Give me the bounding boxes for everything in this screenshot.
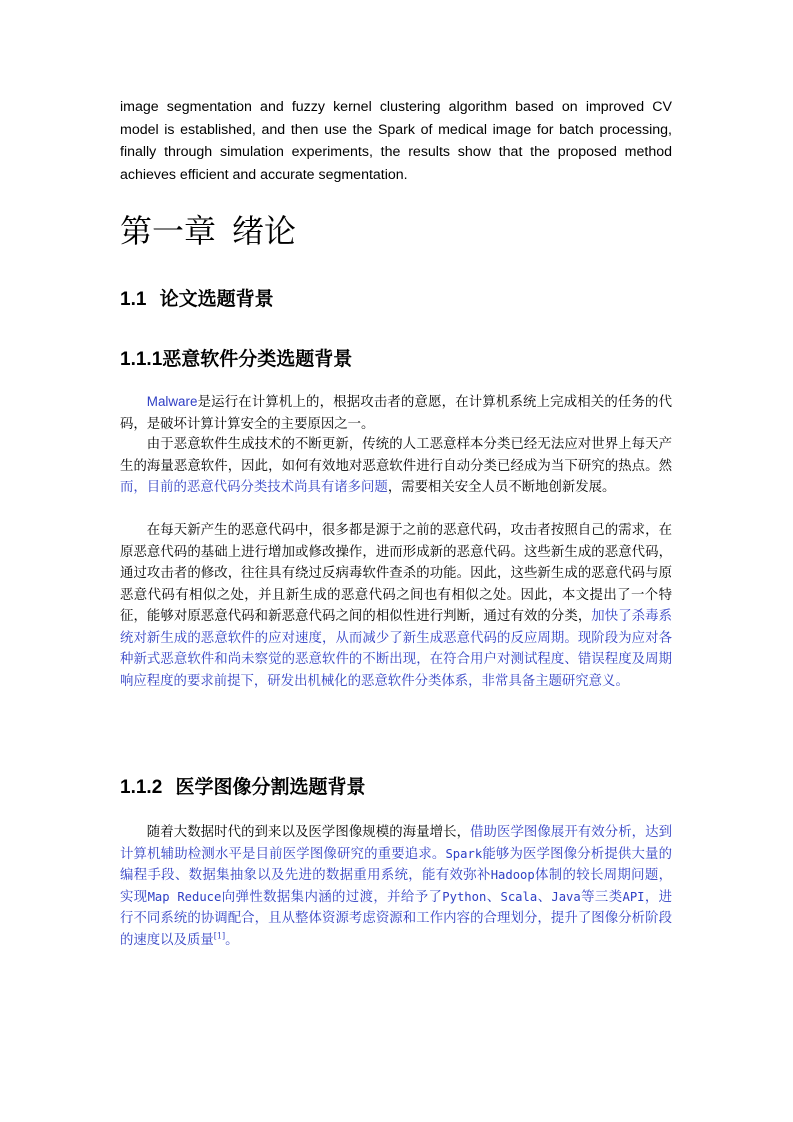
- paragraph-malware-definition: [120, 391, 672, 435]
- section-1-1-1-heading: [120, 344, 352, 371]
- paragraph-text: 是运行在计算机上的，根据攻击者的意愿，在计算机系统上完成相关的任务的代码，是破坏计算计算安全的主要原因之一。: [120, 395, 672, 432]
- highlighted-text: 向弹性数据集内涵的过渡，并给予了: [221, 889, 443, 905]
- highlighted-text: 体制的较长周期问题，实现: [120, 868, 673, 905]
- page-content: [120, 96, 673, 948]
- hadoop-term: Hadoop: [490, 868, 535, 882]
- separator: 、: [486, 889, 501, 905]
- paragraph-medical-image-background: [120, 822, 672, 951]
- highlighted-text: 能够为医学图像分析提供大量的编程手段、数据集抽象以及先进的数据重用系统，能有效弥补: [120, 846, 673, 883]
- python-term: Python: [442, 889, 487, 904]
- paragraph-text: 随着大数据时代的到来以及医学图像规模的海量增长，: [146, 825, 471, 840]
- highlighted-text: 等三类: [580, 889, 623, 905]
- malware-term: Malware: [146, 394, 198, 409]
- section-1-1-2-heading: [120, 772, 366, 799]
- section-1-1-heading: [120, 284, 274, 311]
- chapter-title: 绪论: [232, 212, 297, 250]
- paragraph-text: 。: [225, 932, 239, 948]
- scala-term: Scala: [500, 889, 538, 904]
- section-title: 医学图像分割选题背景: [175, 776, 366, 798]
- highlighted-text: 加快了杀毒系统对新生成的恶意软件的应对速度，从而减少了新生成恶意代码的反应周期。现阶段为应对各种新式恶意软件和尚未察觉的恶意软件的不断出现，在符合用户对测试程度、错误程度及周期响应程度的要求前提下，研发出机械化的恶意软件分类体系，非常具备主题研究意义。: [120, 609, 672, 689]
- highlighted-text: 借助医学图像展开有效分析，达到计算机辅助检测水平是目前医学图像研究的重要追求。: [120, 825, 672, 862]
- abstract-tail: image segmentation and fuzzy kernel clustering algorithm based on improved CV model is established, and then use the Spark of medical image for batch processing, finally through simulation experiments, the results show that the proposed method achieves efficient and accurate segmentation.: [120, 99, 672, 183]
- citation-ref[interactable]: [1]: [213, 931, 226, 941]
- paragraph-text: 由于恶意软件生成技术的不断更新，传统的人工恶意样本分类已经无法应对世界上每天产生的海量恶意软件，因此，如何有效地对恶意软件进行自动分类已经成为当下研究的热点。然: [120, 437, 672, 474]
- paragraph-classification-need: [120, 434, 672, 499]
- section-title: 恶意软件分类选题背景: [162, 348, 353, 370]
- paragraph-text: ，需要相关安全人员不断地创新发展。: [387, 480, 616, 495]
- chapter-heading: [120, 206, 296, 252]
- highlighted-text: ，进行不同系统的协调配合，且从整体资源考虑资源和工作内容的合理划分，提升了图像分析阶段的速度以及质量: [120, 889, 673, 948]
- spark-term: Spark: [445, 846, 483, 861]
- section-number: 1.1.1: [120, 349, 163, 370]
- api-term: API: [622, 889, 645, 904]
- chapter-number: 第一章: [120, 212, 217, 250]
- paragraph-text: 在每天新产生的恶意代码中，很多都是源于之前的恶意代码，攻击者按照自己的需求，在原恶意代码的基础上进行增加或修改操作，进而形成新的恶意代码。这些新生成的恶意代码，通过攻击者的修改，往往具有绕过反病毒软件查杀的功能。因此，这些新生成的恶意代码与原恶意代码有相似之处，并且新生成的恶意代码之间也有相似之处。因此，本文提出了一个特征，能够对原恶意代码和新恶意代码之间的相似性进行判断，通过有效的分类，: [120, 523, 672, 624]
- section-number: 1.1: [120, 289, 147, 310]
- section-title: 论文选题背景: [159, 288, 274, 310]
- mapreduce-term: Map Reduce: [147, 889, 222, 904]
- paragraph-malware-similarity: [120, 520, 672, 692]
- separator: 、: [537, 889, 552, 905]
- java-term: Java: [551, 889, 581, 904]
- section-number: 1.1.2: [120, 777, 163, 798]
- highlighted-text: 而，目前的恶意代码分类技术尚具有诸多问题: [120, 480, 388, 495]
